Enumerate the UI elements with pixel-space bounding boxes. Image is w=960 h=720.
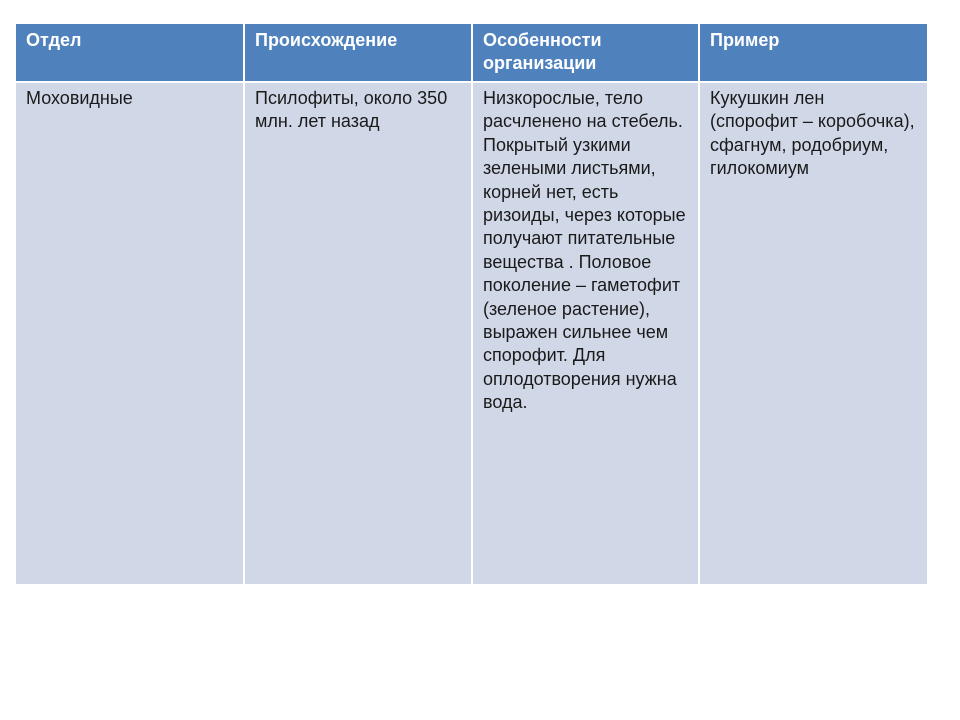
table-body xyxy=(16,82,927,584)
table-header xyxy=(16,24,927,82)
header-features: Особенности организации xyxy=(472,24,699,82)
cell-features: Низкорослые, тело расчленено на стебель. Покрытый узкими зелеными листьями, корней нет, есть ризоиды, через которые получают питательные вещества . Половое поколение – гаметофит (зеленое растение), выражен сильнее чем спорофит. Для оплодотворения нужна вода. xyxy=(472,82,699,584)
cell-division: Моховидные xyxy=(16,82,244,584)
table-row xyxy=(16,82,927,584)
plant-divisions-table xyxy=(16,24,927,584)
header-division: Отдел xyxy=(16,24,244,82)
cell-example: Кукушкин лен (спорофит – коробочка), сфагнум, родобриум, гилокомиум xyxy=(699,82,927,584)
header-example: Пример xyxy=(699,24,927,82)
header-origin: Происхождение xyxy=(244,24,472,82)
cell-origin: Псилофиты, около 350 млн. лет назад xyxy=(244,82,472,584)
header-row xyxy=(16,24,927,82)
